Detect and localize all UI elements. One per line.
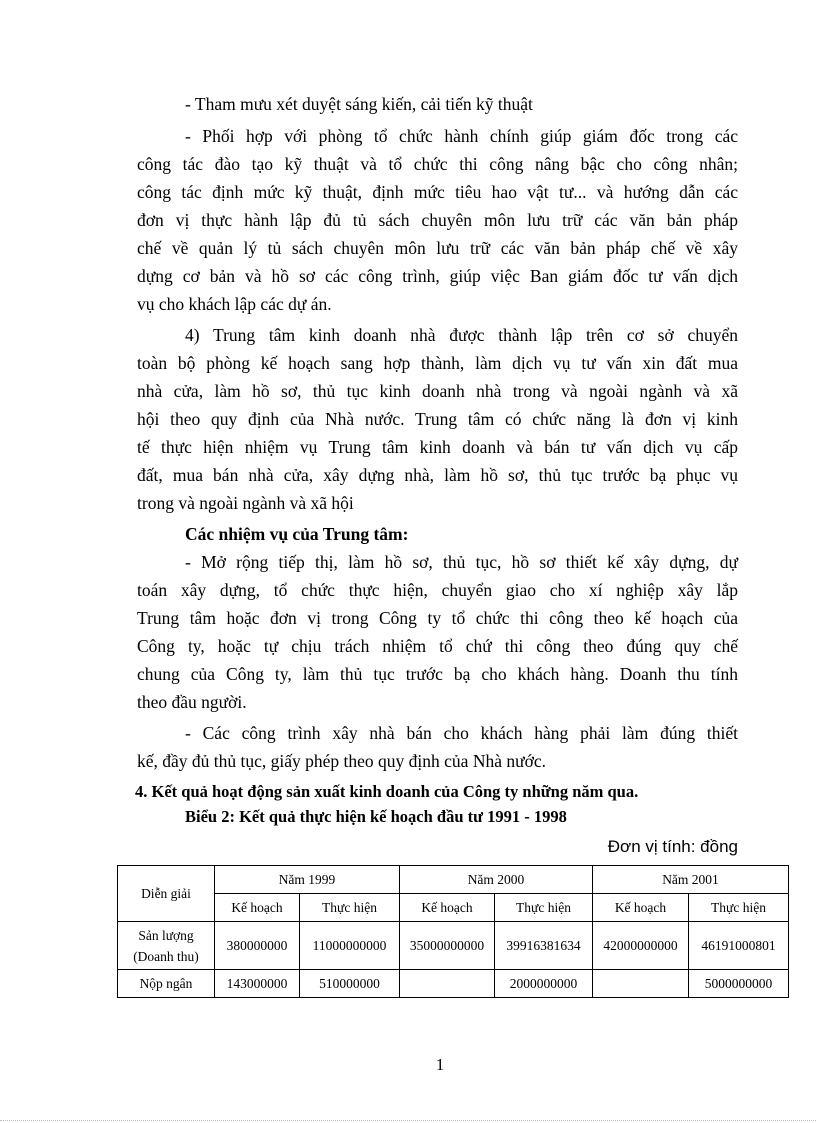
year-header: Năm 2001	[593, 866, 789, 894]
body-line: Trung tâm hoặc đơn vị trong Công ty tổ chức thi công theo kế hoạch của	[137, 608, 738, 628]
page-number: 1	[435, 1055, 445, 1074]
body-line: dựng cơ bản và hồ sơ các công trình, giúp việc Ban giám đốc tư vấn dịch	[137, 266, 738, 286]
body-line: đơn vị thực hành lập đủ tủ sách chuyên môn lưu trữ các văn bản pháp	[137, 210, 738, 230]
table-cell: 380000000	[215, 922, 300, 970]
body-line: kế, đầy đủ thủ tục, giấy phép theo quy định của Nhà nước.	[137, 751, 546, 771]
table-cell: 5000000000	[689, 970, 789, 998]
page-bottom-divider	[0, 1120, 816, 1121]
row-label: Sản lượng	[138, 927, 194, 943]
body-line: nhà cửa, làm hồ sơ, thủ tục kinh doanh nhà trong và ngoài ngành và xã	[137, 381, 738, 401]
body-line: toán xây dựng, tổ chức thực hiện, chuyển giao cho xí nghiệp xây lắp	[137, 580, 738, 600]
body-line: - Mở rộng tiếp thị, làm hồ sơ, thủ tục, hồ sơ thiết kế xây dựng, dự	[185, 552, 738, 572]
body-line: Công ty, hoặc tự chịu trách nhiệm tổ chứ thi công theo đúng quy chế	[137, 636, 738, 656]
section-heading: 4. Kết quả hoạt động sản xuất kinh doanh của Công ty những năm qua.	[135, 782, 639, 801]
table-cell: 46191000801	[689, 922, 789, 970]
row-label-cell: Nộp ngân	[118, 970, 215, 998]
table-row	[118, 922, 789, 970]
table-cell: 510000000	[300, 970, 400, 998]
body-line: - Các công trình xây nhà bán cho khách hàng phải làm đúng thiết	[185, 723, 738, 743]
body-line: - Phối hợp với phòng tổ chức hành chính giúp giám đốc trong các	[185, 126, 738, 146]
body-line: công tác định mức kỹ thuật, định mức tiêu hao vật tư... và hướng dẫn các	[137, 182, 738, 202]
table-row	[118, 970, 789, 998]
table-cell	[593, 970, 689, 998]
row-label-sub: (Doanh thu)	[133, 948, 199, 964]
body-line: theo đầu người.	[137, 692, 247, 712]
results-table	[117, 865, 789, 998]
body-line: vụ cho khách lập các dự án.	[137, 294, 332, 314]
body-line: 4) Trung tâm kinh doanh nhà được thành lập trên cơ sở chuyển	[185, 325, 738, 345]
table-cell: 2000000000	[495, 970, 593, 998]
actual-header: Thực hiện	[495, 894, 593, 922]
plan-header: Kế hoạch	[593, 894, 689, 922]
plan-header: Kế hoạch	[400, 894, 495, 922]
table-subheader-row	[118, 894, 789, 922]
subheading: Các nhiệm vụ của Trung tâm:	[185, 524, 409, 544]
table-cell: 35000000000	[400, 922, 495, 970]
actual-header: Thực hiện	[689, 894, 789, 922]
table-cell: 143000000	[215, 970, 300, 998]
year-header: Năm 1999	[215, 866, 400, 894]
body-line: chung của Công ty, làm thủ tục trước bạ cho khách hàng. Doanh thu tính	[137, 664, 738, 684]
body-line: đất, mua bán nhà cửa, xây dựng nhà, làm hồ sơ, thủ tục trước bạ phục vụ	[137, 465, 738, 485]
body-line: tế thực hiện nhiệm vụ Trung tâm kinh doanh và bán tư vấn dịch vụ cấp	[137, 437, 738, 457]
table-header-row	[118, 866, 789, 894]
actual-header: Thực hiện	[300, 894, 400, 922]
unit-label: Đơn vị tính: đồng	[607, 837, 738, 856]
year-header: Năm 2000	[400, 866, 593, 894]
plan-header: Kế hoạch	[215, 894, 300, 922]
table-cell: 39916381634	[495, 922, 593, 970]
body-line: trong và ngoài ngành và xã hội	[137, 493, 354, 513]
body-line: toàn bộ phòng kế hoạch sang hợp thành, làm dịch vụ tư vấn xin đất mua	[137, 353, 738, 373]
body-line: - Tham mưu xét duyệt sáng kiến, cải tiến kỹ thuật	[185, 94, 533, 114]
body-line: công tác đào tạo kỹ thuật và tổ chức thi công nâng bậc cho công nhân;	[137, 154, 738, 174]
table-cell: 11000000000	[300, 922, 400, 970]
body-line: hội theo quy định của Nhà nước. Trung tâm có chức năng là đơn vị kinh	[137, 409, 738, 429]
body-line: chế về quản lý tủ sách chuyên môn lưu trữ các văn bản pháp chế về xây	[137, 238, 738, 258]
table-cell: 42000000000	[593, 922, 689, 970]
row-header-cell: Diễn giải	[118, 866, 215, 922]
row-label-cell	[118, 922, 215, 970]
table-title: Biểu 2: Kết quả thực hiện kế hoạch đầu tư 1991 - 1998	[185, 807, 567, 826]
table-cell	[400, 970, 495, 998]
